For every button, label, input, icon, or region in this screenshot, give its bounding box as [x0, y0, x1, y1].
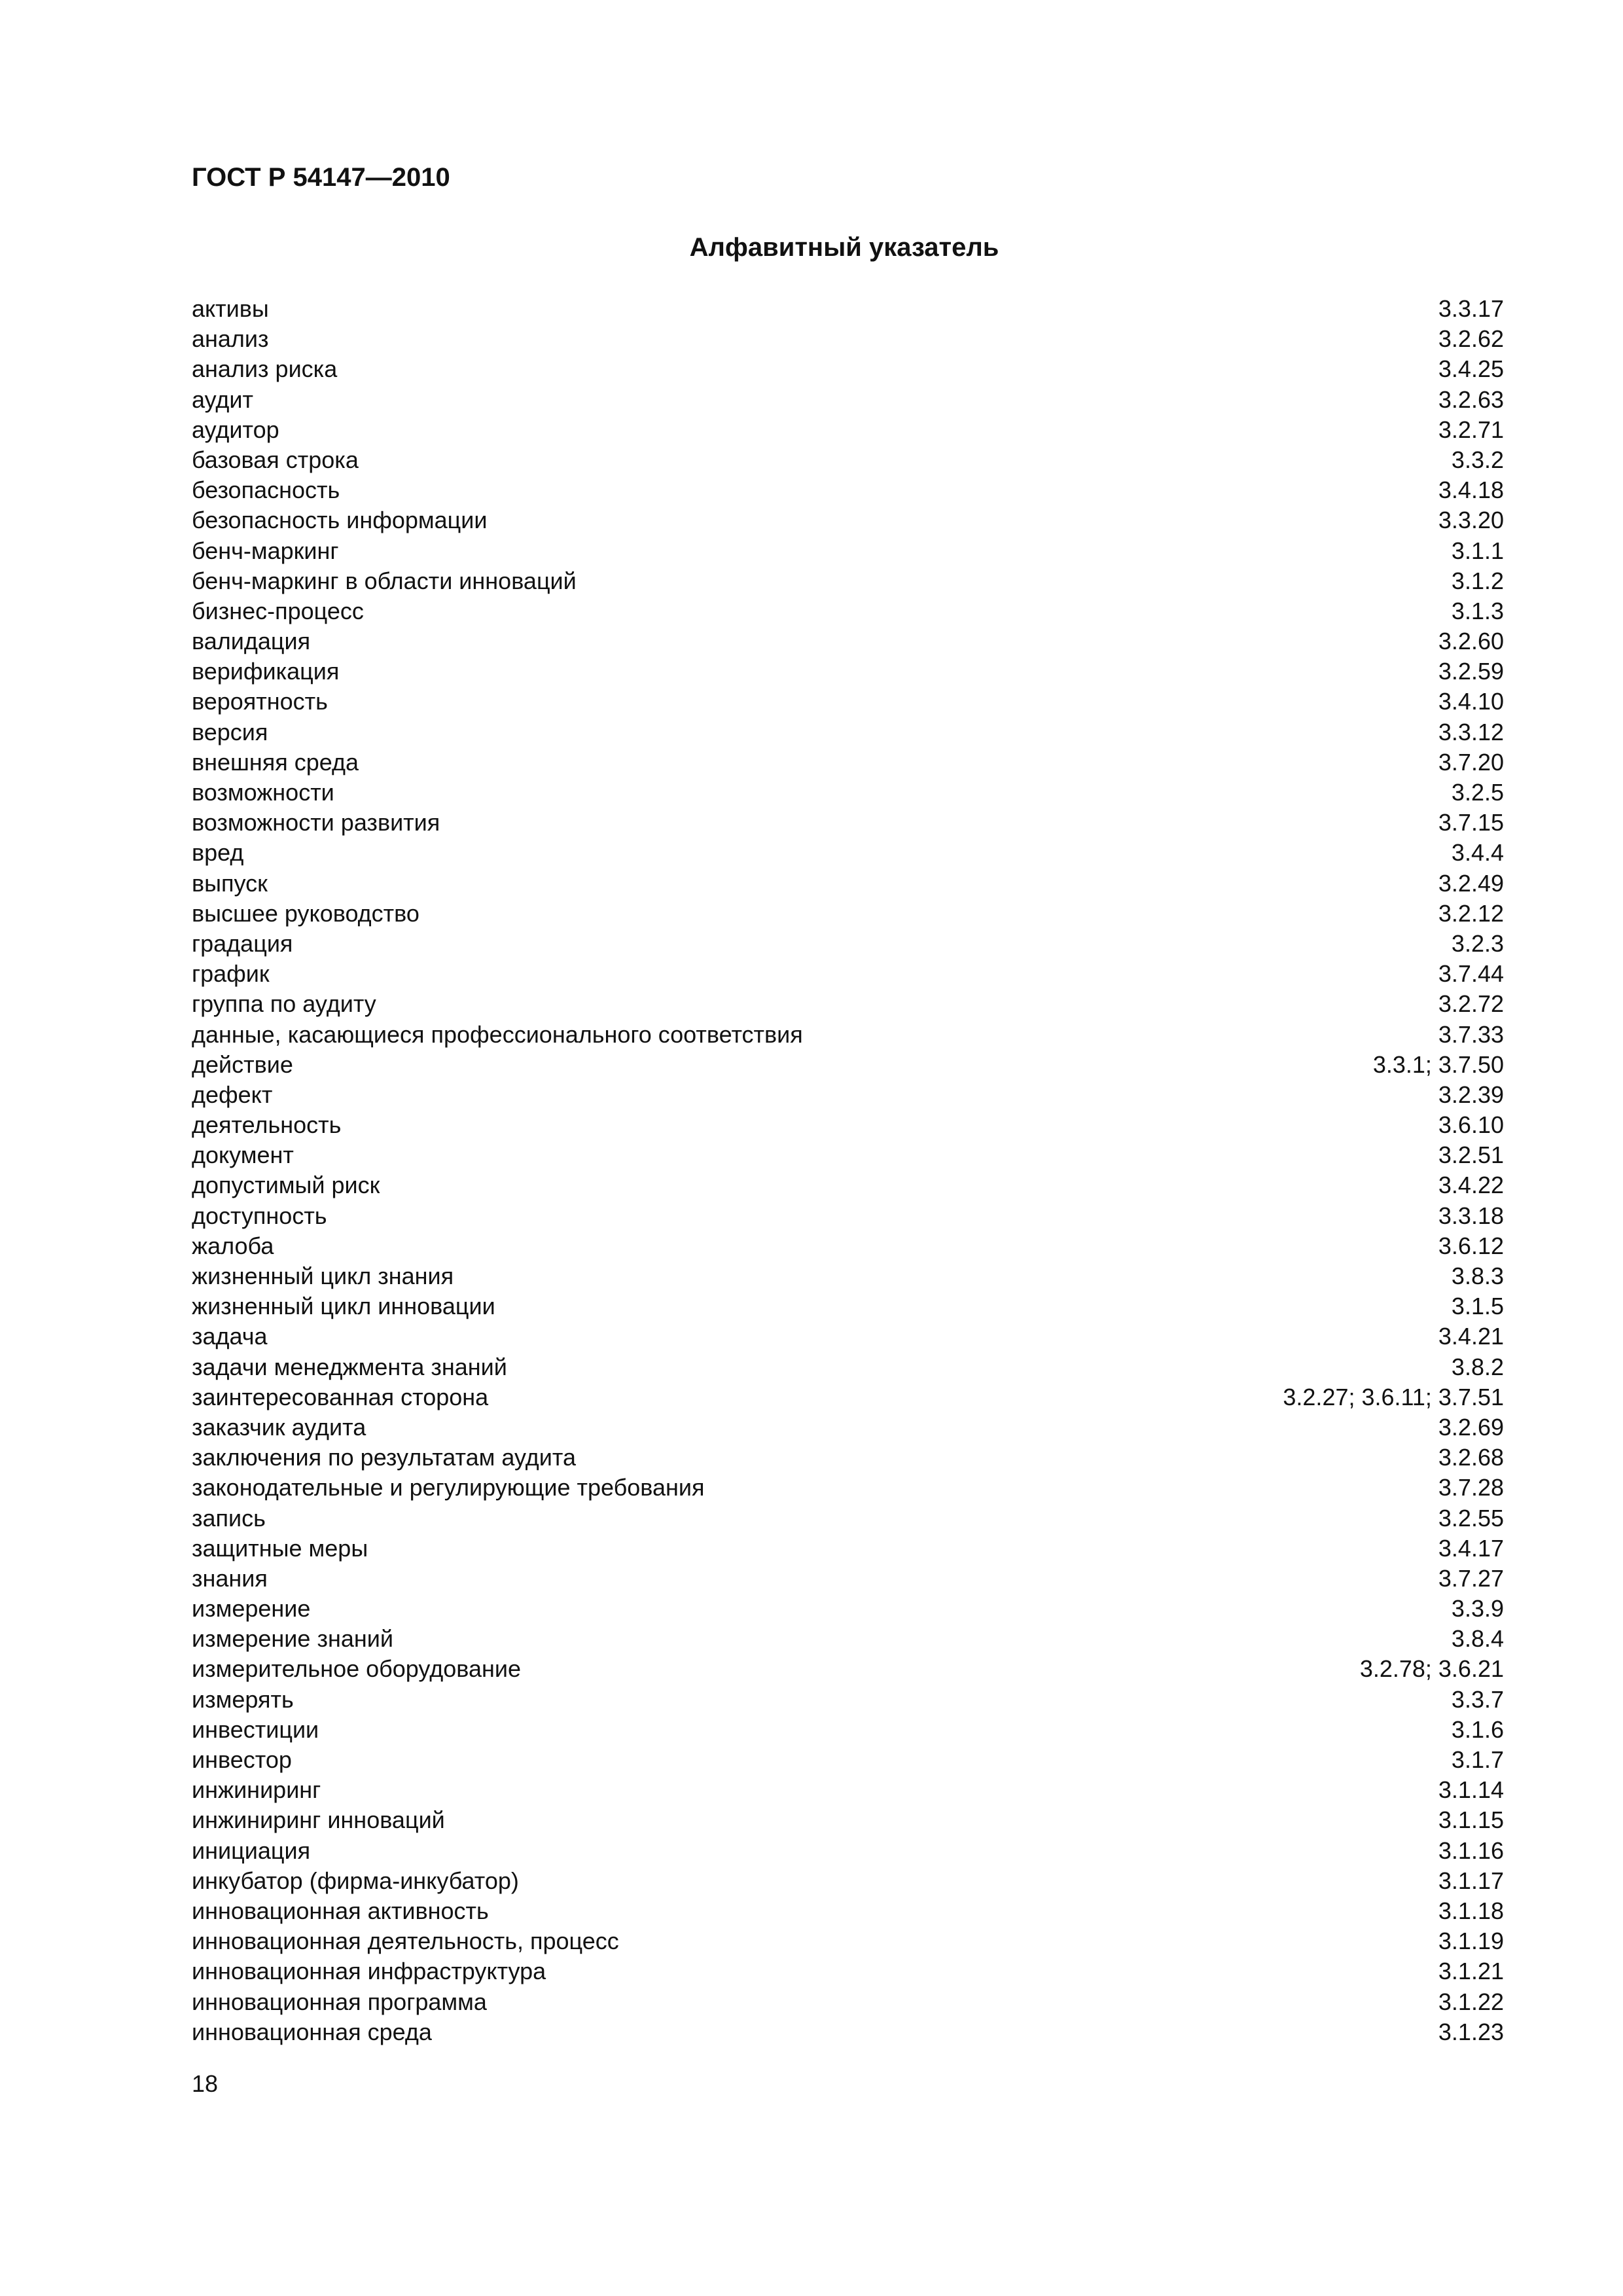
alphabetical-index-list [192, 294, 1504, 2047]
index-reference: 3.8.4 [1451, 1625, 1504, 1653]
index-entry [192, 1805, 1504, 1835]
index-reference: 3.2.39 [1438, 1081, 1504, 1108]
index-reference: 3.3.2 [1451, 446, 1504, 473]
index-term: жалоба [192, 1232, 274, 1259]
index-term: аудит [192, 386, 254, 413]
index-term: измерительное оборудование [192, 1655, 521, 1683]
index-reference: 3.7.27 [1438, 1564, 1504, 1592]
index-entry [192, 566, 1504, 596]
index-term: анализ [192, 325, 269, 353]
index-term: возможности развития [192, 809, 440, 836]
index-term: жизненный цикл инновации [192, 1293, 495, 1320]
index-entry [192, 929, 1504, 959]
index-entry [192, 1050, 1504, 1080]
index-reference: 3.4.18 [1438, 476, 1504, 504]
index-reference: 3.6.10 [1438, 1111, 1504, 1139]
index-entry [192, 1140, 1504, 1170]
index-entry [192, 1956, 1504, 1986]
index-entry [192, 294, 1504, 324]
index-reference: 3.3.18 [1438, 1202, 1504, 1229]
index-entry [192, 1564, 1504, 1594]
index-term: инжиниринг инноваций [192, 1806, 445, 1834]
index-reference: 3.4.22 [1438, 1172, 1504, 1199]
index-entry [192, 778, 1504, 808]
index-entry [192, 475, 1504, 505]
index-reference: 3.2.49 [1438, 869, 1504, 897]
index-term: измерение знаний [192, 1625, 393, 1653]
index-term: доступность [192, 1202, 327, 1229]
index-reference: 3.7.15 [1438, 809, 1504, 836]
index-reference: 3.6.12 [1438, 1232, 1504, 1259]
index-entry [192, 596, 1504, 626]
index-term: данные, касающиеся профессионального соответствия [192, 1020, 803, 1048]
index-reference: 3.4.21 [1438, 1323, 1504, 1350]
index-reference: 3.3.9 [1451, 1595, 1504, 1623]
index-term: верификация [192, 658, 340, 685]
index-entry [192, 1534, 1504, 1564]
index-term: деятельность [192, 1111, 342, 1139]
index-entry [192, 1412, 1504, 1443]
index-term: инновационная среда [192, 2018, 432, 2045]
index-entry [192, 1775, 1504, 1805]
index-entry [192, 385, 1504, 415]
index-entry [192, 1080, 1504, 1110]
index-term: базовая строка [192, 446, 359, 473]
index-term: график [192, 960, 270, 988]
index-reference: 3.4.25 [1438, 355, 1504, 383]
index-entry [192, 415, 1504, 445]
index-term: инкубатор (фирма-инкубатор) [192, 1867, 519, 1894]
index-entry [192, 354, 1504, 384]
index-reference: 3.2.60 [1438, 628, 1504, 655]
index-entry [192, 1321, 1504, 1352]
index-entry [192, 1896, 1504, 1926]
index-term: высшее руководство [192, 899, 419, 927]
index-reference: 3.1.23 [1438, 2018, 1504, 2045]
index-entry [192, 717, 1504, 747]
index-entry [192, 324, 1504, 354]
index-term: валидация [192, 628, 311, 655]
index-term: вероятность [192, 688, 328, 715]
index-entry [192, 1715, 1504, 1745]
index-term: бенч-маркинг в области инноваций [192, 567, 577, 594]
index-reference: 3.1.22 [1438, 1988, 1504, 2015]
index-term: инновационная деятельность, процесс [192, 1928, 619, 1955]
index-reference: 3.7.44 [1438, 960, 1504, 988]
index-reference: 3.1.21 [1438, 1958, 1504, 1985]
index-term: бизнес-процесс [192, 597, 364, 624]
index-entry [192, 1020, 1504, 1050]
index-reference: 3.3.20 [1438, 507, 1504, 534]
index-term: выпуск [192, 869, 268, 897]
index-reference: 3.1.3 [1451, 597, 1504, 624]
index-reference: 3.4.10 [1438, 688, 1504, 715]
index-entry [192, 838, 1504, 868]
index-reference: 3.3.17 [1438, 295, 1504, 322]
index-term: задача [192, 1323, 268, 1350]
index-reference: 3.2.51 [1438, 1141, 1504, 1169]
index-entry [192, 1110, 1504, 1140]
index-reference: 3.2.68 [1438, 1444, 1504, 1471]
index-reference: 3.1.16 [1438, 1837, 1504, 1864]
index-entry [192, 1473, 1504, 1503]
index-entry [192, 1926, 1504, 1956]
document-header: ГОСТ Р 54147—2010 [192, 163, 450, 192]
index-entry [192, 1231, 1504, 1261]
index-term: документ [192, 1141, 294, 1169]
index-term: безопасность [192, 476, 340, 504]
index-reference: 3.2.3 [1451, 929, 1504, 957]
index-reference: 3.1.17 [1438, 1867, 1504, 1894]
index-term: инновационная программа [192, 1988, 487, 2015]
index-entry [192, 1170, 1504, 1200]
index-reference: 3.7.28 [1438, 1474, 1504, 1501]
index-term: инвестиции [192, 1715, 319, 1743]
index-term: бенч-маркинг [192, 537, 339, 564]
index-reference: 3.1.5 [1451, 1293, 1504, 1320]
index-reference: 3.2.12 [1438, 899, 1504, 927]
index-entry [192, 1503, 1504, 1534]
index-reference: 3.1.6 [1451, 1715, 1504, 1743]
index-entry [192, 2017, 1504, 2047]
index-reference: 3.3.1; 3.7.50 [1372, 1050, 1504, 1078]
index-term: измерение [192, 1595, 311, 1623]
index-reference: 3.1.18 [1438, 1897, 1504, 1924]
index-entry [192, 626, 1504, 656]
index-entry [192, 959, 1504, 989]
index-term: дефект [192, 1081, 273, 1108]
index-term: безопасность информации [192, 507, 488, 534]
index-reference: 3.2.5 [1451, 779, 1504, 806]
index-term: активы [192, 295, 269, 322]
index-entry [192, 1866, 1504, 1896]
index-term: заключения по результатам аудита [192, 1444, 577, 1471]
index-term: аудитор [192, 416, 279, 443]
index-entry [192, 445, 1504, 475]
index-reference: 3.7.33 [1438, 1020, 1504, 1048]
index-term: заинтересованная сторона [192, 1383, 489, 1410]
index-reference: 3.4.17 [1438, 1534, 1504, 1562]
index-entry [192, 1624, 1504, 1654]
index-term: анализ риска [192, 355, 338, 383]
page-number: 18 [192, 2070, 219, 2097]
index-reference: 3.2.63 [1438, 386, 1504, 413]
index-term: заказчик аудита [192, 1413, 366, 1441]
index-term: жизненный цикл знания [192, 1263, 454, 1289]
index-term: градация [192, 929, 293, 957]
index-term: действие [192, 1050, 293, 1078]
index-entry [192, 989, 1504, 1019]
index-entry [192, 536, 1504, 566]
index-entry [192, 1382, 1504, 1412]
index-entry [192, 1987, 1504, 2017]
index-reference: 3.8.2 [1451, 1353, 1504, 1380]
index-entry [192, 747, 1504, 778]
index-reference: 3.8.3 [1451, 1263, 1504, 1289]
index-term: инициация [192, 1837, 311, 1864]
index-term: законодательные и регулирующие требования [192, 1474, 705, 1501]
index-term: допустимый риск [192, 1172, 380, 1199]
index-reference: 3.2.69 [1438, 1413, 1504, 1441]
index-entry [192, 1594, 1504, 1624]
index-reference: 3.3.7 [1451, 1685, 1504, 1713]
index-reference: 3.2.55 [1438, 1504, 1504, 1532]
index-term: инновационная активность [192, 1897, 489, 1924]
index-entry [192, 1745, 1504, 1775]
index-term: знания [192, 1564, 268, 1592]
index-reference: 3.1.2 [1451, 567, 1504, 594]
index-term: инвестор [192, 1746, 292, 1773]
index-reference: 3.1.7 [1451, 1746, 1504, 1773]
index-reference: 3.2.62 [1438, 325, 1504, 353]
index-entry [192, 1291, 1504, 1321]
index-term: инновационная инфраструктура [192, 1958, 546, 1985]
index-reference: 3.1.1 [1451, 537, 1504, 564]
index-reference: 3.7.20 [1438, 748, 1504, 776]
index-term: запись [192, 1504, 266, 1532]
index-term: внешняя среда [192, 748, 359, 776]
index-entry [192, 1352, 1504, 1382]
index-term: измерять [192, 1685, 294, 1713]
index-entry [192, 1654, 1504, 1684]
index-term: версия [192, 718, 268, 745]
index-reference: 3.1.15 [1438, 1806, 1504, 1834]
index-term: защитные меры [192, 1534, 368, 1562]
index-reference: 3.2.72 [1438, 990, 1504, 1018]
index-reference: 3.2.78; 3.6.21 [1359, 1655, 1504, 1683]
index-reference: 3.2.27; 3.6.11; 3.7.51 [1283, 1383, 1504, 1410]
index-term: возможности [192, 779, 334, 806]
index-reference: 3.4.4 [1451, 839, 1504, 867]
index-entry [192, 505, 1504, 535]
index-term: задачи менеджмента знаний [192, 1353, 507, 1380]
index-term: группа по аудиту [192, 990, 376, 1018]
index-entry [192, 869, 1504, 899]
index-entry [192, 656, 1504, 687]
index-entry [192, 687, 1504, 717]
index-entry [192, 1443, 1504, 1473]
index-reference: 3.1.14 [1438, 1776, 1504, 1804]
index-term: инжиниринг [192, 1776, 321, 1804]
index-term: вред [192, 839, 244, 867]
index-entry [192, 1201, 1504, 1231]
index-entry [192, 1685, 1504, 1715]
index-title: Алфавитный указатель [689, 233, 999, 262]
index-reference: 3.1.19 [1438, 1928, 1504, 1955]
index-reference: 3.2.59 [1438, 658, 1504, 685]
index-reference: 3.2.71 [1438, 416, 1504, 443]
index-entry [192, 1836, 1504, 1866]
index-reference: 3.3.12 [1438, 718, 1504, 745]
index-entry [192, 808, 1504, 838]
index-entry [192, 899, 1504, 929]
index-entry [192, 1261, 1504, 1291]
